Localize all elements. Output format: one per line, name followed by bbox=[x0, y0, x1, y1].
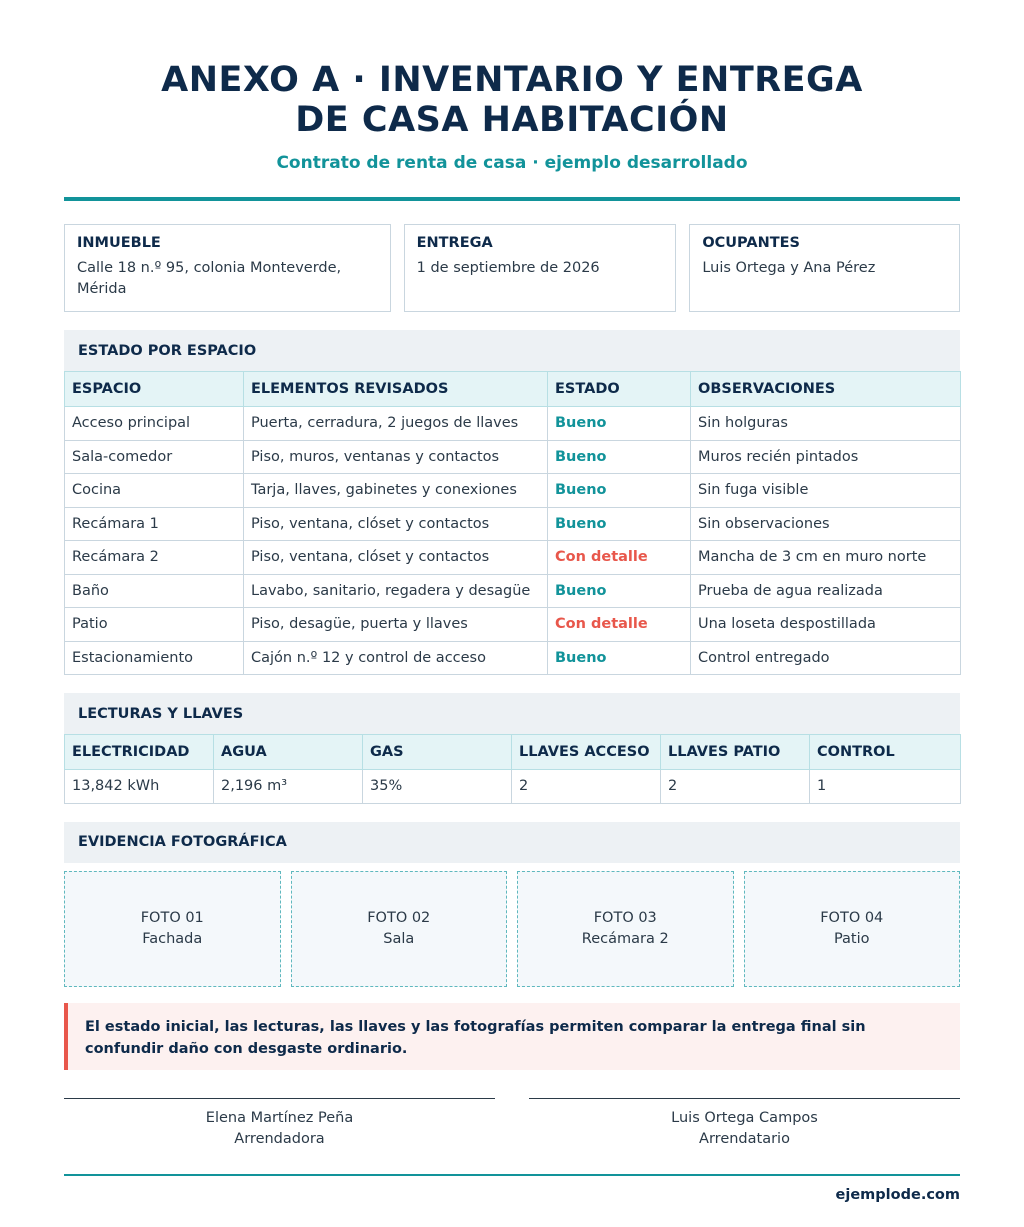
photo-id: FOTO 02 bbox=[367, 909, 431, 926]
cell-llaves-patio: 2 bbox=[661, 770, 810, 804]
photo-placeholder bbox=[744, 871, 961, 987]
info-label: INMUEBLE bbox=[77, 235, 161, 251]
signature-arrendatario bbox=[529, 1098, 960, 1150]
photo-placeholder bbox=[517, 871, 734, 987]
section-heading-evidencia: EVIDENCIA FOTOGRÁFICA bbox=[64, 822, 960, 863]
cell-observaciones: Mancha de 3 cm en muro norte bbox=[691, 541, 961, 575]
photo-label: Recámara 2 bbox=[581, 930, 669, 947]
cell-control: 1 bbox=[810, 770, 961, 804]
photo-grid bbox=[64, 871, 960, 987]
info-label: OCUPANTES bbox=[702, 235, 800, 251]
cell-observaciones: Sin observaciones bbox=[691, 507, 961, 541]
photo-label: Fachada bbox=[142, 930, 203, 947]
cell-llaves-acceso: 2 bbox=[512, 770, 661, 804]
cell-elementos: Puerta, cerradura, 2 juegos de llaves bbox=[244, 407, 548, 441]
cell-espacio: Acceso principal bbox=[65, 407, 244, 441]
cell-espacio: Recámara 1 bbox=[65, 507, 244, 541]
column-header: OBSERVACIONES bbox=[691, 372, 961, 407]
column-header: LLAVES ACCESO bbox=[512, 735, 661, 770]
signature-block bbox=[64, 1098, 960, 1150]
info-cards bbox=[64, 224, 960, 312]
status-badge: Con detalle bbox=[548, 541, 691, 575]
document-page bbox=[64, 0, 960, 1203]
title-line-2: DE CASA HABITACIÓN bbox=[295, 100, 729, 140]
cell-espacio: Recámara 2 bbox=[65, 541, 244, 575]
table-row bbox=[65, 574, 961, 608]
table-row bbox=[65, 770, 961, 804]
cell-observaciones: Una loseta despostillada bbox=[691, 608, 961, 642]
table-row bbox=[65, 440, 961, 474]
table-header-row bbox=[65, 372, 961, 407]
status-badge: Bueno bbox=[548, 440, 691, 474]
signer-role: Arrendadora bbox=[234, 1130, 325, 1147]
callout-note: El estado inicial, las lecturas, las llaves y las fotografías permiten comparar la entrega final sin confundir daño con desgaste ordinario. bbox=[64, 1003, 960, 1070]
status-badge: Bueno bbox=[548, 507, 691, 541]
column-header: AGUA bbox=[214, 735, 363, 770]
cell-elementos: Cajón n.º 12 y control de acceso bbox=[244, 641, 548, 675]
cell-observaciones: Sin fuga visible bbox=[691, 474, 961, 508]
table-row bbox=[65, 608, 961, 642]
photo-id: FOTO 03 bbox=[593, 909, 657, 926]
photo-id: FOTO 01 bbox=[140, 909, 204, 926]
page-title bbox=[64, 60, 960, 140]
cell-elementos: Piso, ventana, clóset y contactos bbox=[244, 541, 548, 575]
cell-espacio: Baño bbox=[65, 574, 244, 608]
photo-placeholder bbox=[291, 871, 508, 987]
info-card-entrega bbox=[404, 224, 677, 312]
estado-table bbox=[64, 371, 961, 675]
info-card-inmueble bbox=[64, 224, 391, 312]
table-row bbox=[65, 474, 961, 508]
cell-espacio: Sala-comedor bbox=[65, 440, 244, 474]
column-header: CONTROL bbox=[810, 735, 961, 770]
column-header: GAS bbox=[363, 735, 512, 770]
cell-espacio: Estacionamiento bbox=[65, 641, 244, 675]
table-row bbox=[65, 641, 961, 675]
cell-elementos: Piso, muros, ventanas y contactos bbox=[244, 440, 548, 474]
cell-espacio: Patio bbox=[65, 608, 244, 642]
cell-espacio: Cocina bbox=[65, 474, 244, 508]
signer-name: Luis Ortega Campos bbox=[671, 1109, 818, 1126]
table-row bbox=[65, 507, 961, 541]
column-header: ELECTRICIDAD bbox=[65, 735, 214, 770]
top-divider bbox=[64, 197, 960, 201]
table-row bbox=[65, 407, 961, 441]
status-badge: Con detalle bbox=[548, 608, 691, 642]
column-header: ESTADO bbox=[548, 372, 691, 407]
column-header: ESPACIO bbox=[65, 372, 244, 407]
cell-gas: 35% bbox=[363, 770, 512, 804]
cell-observaciones: Sin holguras bbox=[691, 407, 961, 441]
signature-arrendadora bbox=[64, 1098, 495, 1150]
info-label: ENTREGA bbox=[416, 235, 493, 251]
status-badge: Bueno bbox=[548, 407, 691, 441]
page-subtitle: Contrato de renta de casa · ejemplo desarrollado bbox=[276, 153, 748, 173]
signer-role: Arrendatario bbox=[699, 1130, 790, 1147]
column-header: ELEMENTOS REVISADOS bbox=[244, 372, 548, 407]
bottom-divider bbox=[64, 1174, 960, 1176]
photo-label: Sala bbox=[383, 930, 415, 947]
section-heading-estado: ESTADO POR ESPACIO bbox=[64, 330, 960, 371]
info-value: 1 de septiembre de 2026 bbox=[416, 260, 600, 276]
cell-electricidad: 13,842 kWh bbox=[65, 770, 214, 804]
info-value: Luis Ortega y Ana Pérez bbox=[702, 260, 876, 276]
table-header-row bbox=[65, 735, 961, 770]
cell-elementos: Lavabo, sanitario, regadera y desagüe bbox=[244, 574, 548, 608]
section-heading-lecturas: LECTURAS Y LLAVES bbox=[64, 693, 960, 734]
title-line-1: ANEXO A · INVENTARIO Y ENTREGA bbox=[161, 60, 863, 100]
info-card-ocupantes bbox=[689, 224, 960, 312]
table-row bbox=[65, 541, 961, 575]
status-badge: Bueno bbox=[548, 641, 691, 675]
photo-id: FOTO 04 bbox=[820, 909, 884, 926]
cell-observaciones: Muros recién pintados bbox=[691, 440, 961, 474]
cell-observaciones: Prueba de agua realizada bbox=[691, 574, 961, 608]
signer-name: Elena Martínez Peña bbox=[205, 1109, 354, 1126]
column-header: LLAVES PATIO bbox=[661, 735, 810, 770]
photo-label: Patio bbox=[833, 930, 870, 947]
cell-elementos: Piso, desagüe, puerta y llaves bbox=[244, 608, 548, 642]
status-badge: Bueno bbox=[548, 474, 691, 508]
cell-elementos: Tarja, llaves, gabinetes y conexiones bbox=[244, 474, 548, 508]
footer-site: ejemplode.com bbox=[835, 1186, 960, 1203]
status-badge: Bueno bbox=[548, 574, 691, 608]
cell-agua: 2,196 m³ bbox=[214, 770, 363, 804]
cell-elementos: Piso, ventana, clóset y contactos bbox=[244, 507, 548, 541]
lecturas-table bbox=[64, 734, 961, 804]
photo-placeholder bbox=[64, 871, 281, 987]
cell-observaciones: Control entregado bbox=[691, 641, 961, 675]
info-value: Calle 18 n.º 95, colonia Monteverde, Mérida bbox=[77, 260, 342, 297]
